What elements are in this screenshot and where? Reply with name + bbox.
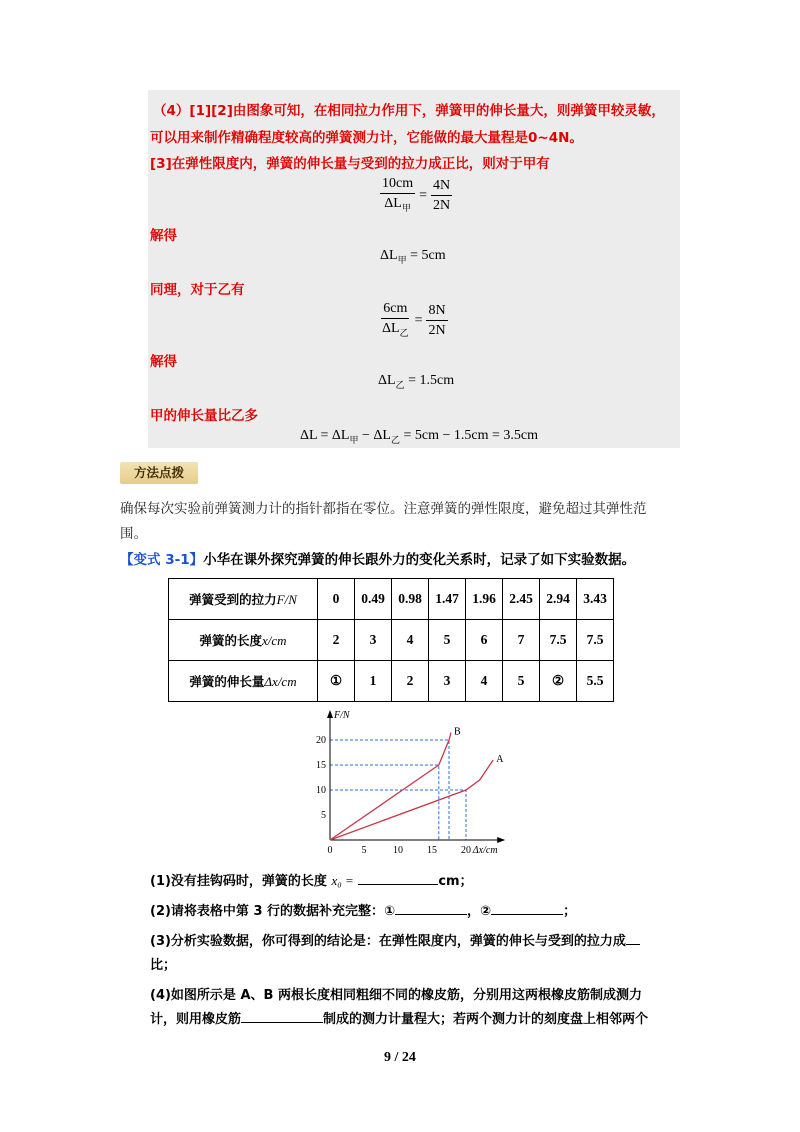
table-cell: ① (318, 661, 355, 702)
y-tick-label: 5 (321, 810, 326, 821)
answer-line-3: [3]在弹性限度内，弹簧的伸长量与受到的拉力成正比，则对于甲有 (150, 156, 550, 172)
table-cell: 5 (429, 620, 466, 661)
method-tag: 方法点拨 (120, 462, 198, 484)
method-text-line-2: 围。 (120, 526, 147, 542)
equation-1: $\frac{10cm}{\Delta L_甲}$ = $\frac{4N}{2N}$ (382, 176, 451, 214)
row-header: 弹簧的长度x/cm (169, 620, 318, 661)
series-label-B: B (454, 726, 461, 738)
row-header: 弹簧受到的拉力F/N (169, 579, 318, 620)
x-tick-label: 15 (427, 845, 437, 856)
table-cell: 6 (466, 620, 503, 661)
question-4: (4)如图所示是 A、B 两根长度相同粗细不同的橡皮筋，分别用这两根橡皮筋制成测力 (150, 988, 642, 1003)
equation-5: $\Delta L = \Delta L_甲 - \Delta L_乙 = 5cm - 1.5cm = 3.5cm$ (300, 428, 538, 445)
x-axis-arrow (497, 837, 505, 843)
table-cell: 1.47 (429, 579, 466, 620)
table-cell: 1 (355, 661, 392, 702)
table-row (169, 620, 614, 661)
force-extension-graph (300, 708, 540, 860)
answer-blank[interactable] (491, 914, 563, 915)
table-cell: 5.5 (577, 661, 614, 702)
y-axis-label: F/N (334, 710, 350, 721)
y-axis-arrow (327, 710, 333, 718)
solve-label-1: 解得 (150, 228, 177, 244)
table-cell: 2 (318, 620, 355, 661)
row-header: 弹簧的伸长量Δx/cm (169, 661, 318, 702)
series-line-B (330, 733, 451, 841)
table-cell: ② (540, 661, 577, 702)
answer-blank[interactable] (626, 944, 640, 945)
equation-3: $\frac{6cm}{\Delta L_乙}$ = $\frac{8N}{2N}$ (382, 301, 446, 339)
answer-blank[interactable] (395, 914, 467, 915)
table-cell: 2.45 (503, 579, 540, 620)
variant-text: 小华在课外探究弹簧的伸长跟外力的变化关系时，记录了如下实验数据。 (203, 552, 636, 568)
table-cell: 0 (318, 579, 355, 620)
table-row (169, 661, 614, 702)
y-tick-label: 20 (316, 735, 326, 746)
equation-2: $\Delta L_甲 = 5cm$ (380, 248, 446, 265)
y-tick-label: 15 (316, 760, 326, 771)
answer-blank[interactable] (358, 884, 438, 885)
solve-label-2: 解得 (150, 354, 177, 370)
question-1: (1)没有挂钩码时，弹簧的长度 x₀ = cm； (150, 873, 473, 889)
equation-4: $\Delta L_乙 = 1.5cm$ (378, 373, 455, 390)
variant-label: 【变式 3-1】 (120, 552, 204, 568)
y-tick-label: 10 (316, 785, 326, 796)
x-tick-label: 0 (327, 845, 333, 856)
series-line-A (330, 760, 493, 840)
answer-line-2: 可以用来制作精确程度较高的弹簧测力计，它能做的最大量程是0~4N。 (150, 130, 583, 146)
table-cell: 4 (466, 661, 503, 702)
question-3: (3)分析实验数据，你可得到的结论是：在弹性限度内，弹簧的伸长与受到的拉力成 (150, 930, 640, 949)
table-cell: 3 (355, 620, 392, 661)
table-cell: 7 (503, 620, 540, 661)
x-axis-label: Δx/cm (472, 845, 498, 856)
table-cell: 0.49 (355, 579, 392, 620)
table-cell: 3.43 (577, 579, 614, 620)
variant-heading (120, 548, 635, 568)
table-cell: 1.96 (466, 579, 503, 620)
x-tick-label: 5 (361, 845, 367, 856)
table-cell: 2 (392, 661, 429, 702)
same-for-yi: 同理，对于乙有 (150, 282, 245, 298)
conclusion-text: 甲的伸长量比乙多 (150, 408, 258, 424)
x-tick-label: 20 (461, 845, 471, 856)
table-cell: 5 (503, 661, 540, 702)
table-row (169, 579, 614, 620)
table-cell: 0.98 (392, 579, 429, 620)
question-4-line-2: 计，则用橡皮筋 制成的测力计量程大；若两个测力计的刻度盘上相邻两个 (150, 1012, 649, 1027)
answer-blank[interactable] (241, 1022, 323, 1023)
series-label-A: A (496, 754, 504, 765)
page-number: 9 / 24 (384, 1050, 416, 1065)
method-text-line-1: 确保每次实验前弹簧测力计的指针都指在零位。注意弹簧的弹性限度，避免超过其弹性范 (120, 501, 647, 517)
table-cell: 2.94 (540, 579, 577, 620)
question-3-end: 比； (150, 958, 177, 973)
table-cell: 4 (392, 620, 429, 661)
table-cell: 7.5 (540, 620, 577, 661)
table-cell: 3 (429, 661, 466, 702)
data-table (168, 578, 614, 702)
table-cell: 7.5 (577, 620, 614, 661)
x-tick-label: 10 (393, 845, 403, 856)
question-2: (2)请将表格中第 3 行的数据补充完整：① ，② ； (150, 904, 577, 919)
answer-line-1: （4）[1][2]由图象可知，在相同拉力作用下，弹簧甲的伸长量大，则弹簧甲较灵敏， (153, 103, 665, 119)
